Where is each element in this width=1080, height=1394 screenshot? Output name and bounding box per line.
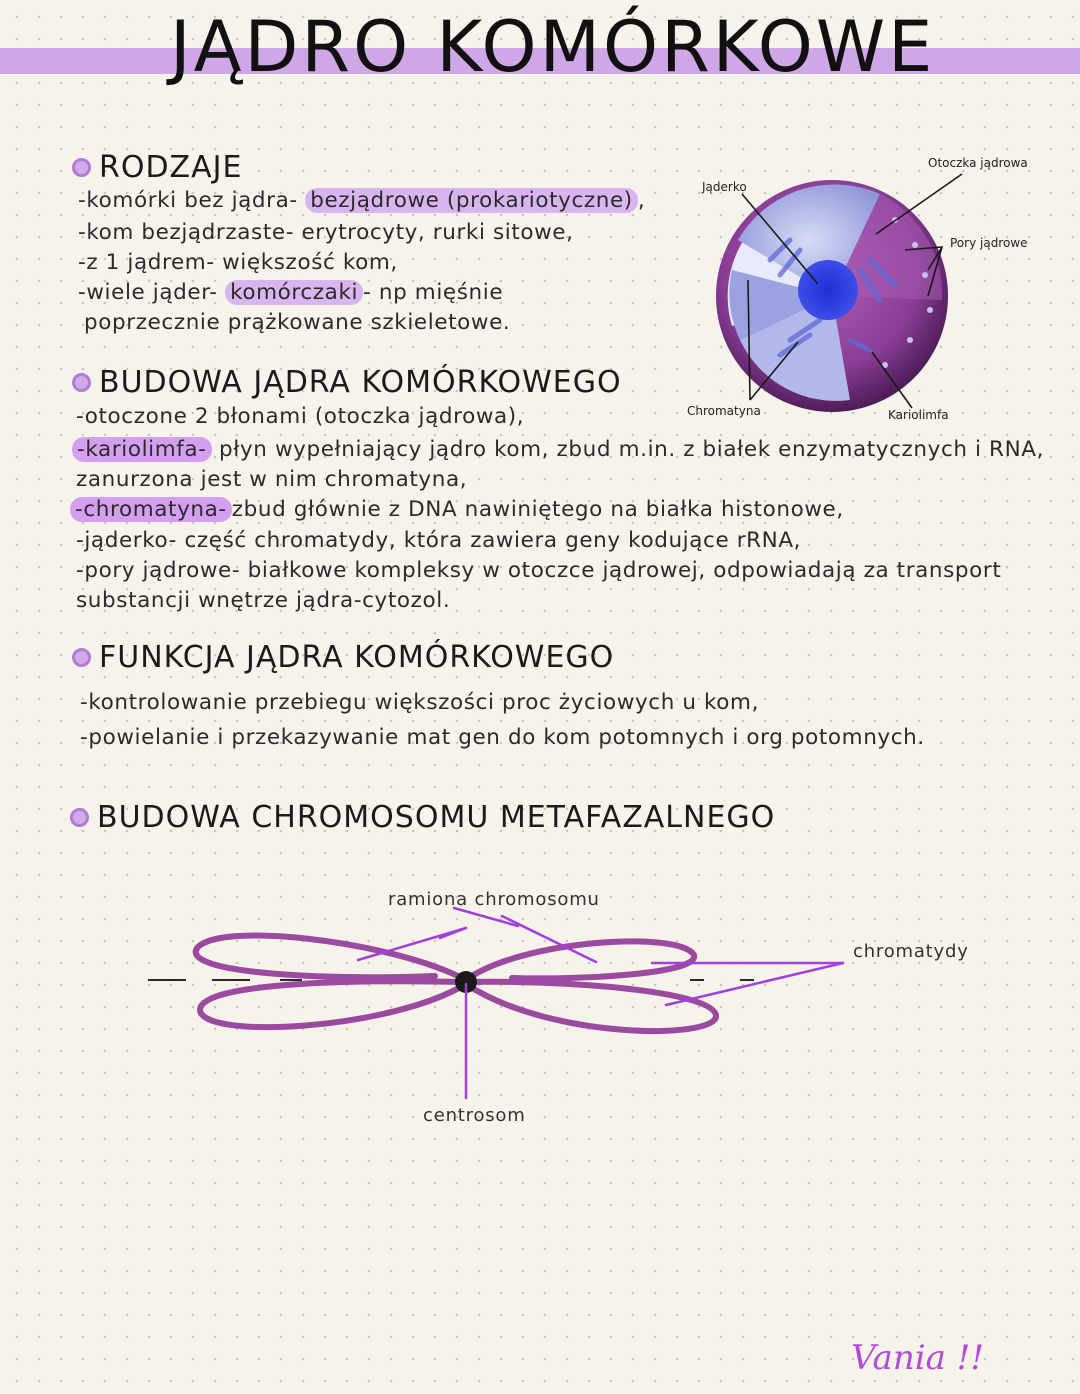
heading-budowa-text: BUDOWA JĄDRA KOMÓRKOWEGO — [99, 365, 622, 400]
bullet-circle-icon — [70, 808, 89, 827]
bullet-circle-icon — [72, 648, 91, 667]
heading-rodzaje — [72, 150, 242, 185]
heading-budowa-jadra — [72, 365, 622, 400]
rodzaje-line-1: -komórki bez jądra- bezjądrowe (prokariotyczne) , — [78, 188, 646, 213]
chromosome-diagram — [140, 880, 1000, 1130]
nucleolus — [798, 260, 858, 320]
budowa-line-3: zanurzona jest w nim chromatyna, — [76, 467, 468, 492]
rodzaje-line-5: poprzecznie prążkowane szkieletowe. — [84, 310, 511, 335]
label-ramiona-chromosomu: ramiona chromosomu — [388, 889, 600, 910]
highlight-chromatyna: -chromatyna- — [70, 497, 232, 522]
bullet-circle-icon — [72, 373, 91, 392]
budowa-line-2: -kariolimfa- płyn wypełniający jądro kom, zbud m.in. z białek enzymatycznych i RNA, — [72, 435, 1044, 465]
label-pory-jadrowe: Pory jądrowe — [950, 236, 1028, 250]
chromatid-lower-left — [200, 981, 466, 1027]
budowa-line-7: substancji wnętrze jądra-cytozol. — [76, 588, 451, 613]
chromatid-upper-right — [466, 941, 694, 980]
label-otoczka-jadrowa: Otoczka jądrowa — [928, 156, 1028, 170]
bullet-circle-icon — [72, 158, 91, 177]
rodzaje-line-2: -kom bezjądrzaste- erytrocyty, rurki sitowe, — [78, 220, 574, 245]
label-chromatydy: chromatydy — [853, 941, 969, 962]
highlight-komorczaki: komórczaki — [225, 280, 363, 305]
nucleus-sphere — [716, 180, 948, 412]
heading-chromosom-text: BUDOWA CHROMOSOMU METAFAZALNEGO — [97, 800, 776, 835]
label-chromatyna: Chromatyna — [687, 404, 761, 418]
rodzaje-line-3: -z 1 jądrem- większość kom, — [78, 250, 398, 275]
highlight-bezjadrowe: bezjądrowe (prokariotyczne) — [305, 188, 638, 213]
label-kariolimfa: Kariolimfa — [888, 408, 949, 422]
page-title: JĄDRO KOMÓRKOWE — [170, 6, 936, 88]
funkcja-line-1: -kontrolowanie przebiegu większości proc życiowych u kom, — [80, 690, 760, 715]
label-jaderko: Jąderko — [702, 180, 747, 194]
highlight-kariolimfa: -kariolimfa- — [72, 437, 212, 462]
heading-rodzaje-text: RODZAJE — [99, 150, 243, 185]
nucleus-diagram — [680, 150, 1060, 430]
budowa-line-4: -chromatyna- zbud głównie z DNA nawiniętego na białka histonowe, — [70, 495, 844, 525]
budowa-line-6: -pory jądrowe- białkowe kompleksy w otoczce jądrowej, odpowiadają za transport — [76, 558, 1002, 583]
label-centrosom: centrosom — [423, 1105, 526, 1126]
heading-funkcja — [72, 640, 614, 675]
heading-chromosom — [70, 800, 775, 835]
chromatid-lower-right — [466, 982, 716, 1031]
funkcja-line-2: -powielanie i przekazywanie mat gen do kom potomnych i org potomnych. — [80, 725, 925, 750]
heading-funkcja-text: FUNKCJA JĄDRA KOMÓRKOWEGO — [99, 640, 615, 675]
signature: Vania !! — [851, 1338, 984, 1378]
budowa-line-1: -otoczone 2 błonami (otoczka jądrowa), — [76, 404, 525, 429]
budowa-line-5: -jąderko- część chromatydy, która zawiera geny kodujące rRNA, — [76, 528, 802, 553]
rodzaje-line-4: -wiele jąder- komórczaki - np mięśnie — [78, 280, 504, 305]
chromatid-upper-left — [196, 936, 466, 980]
